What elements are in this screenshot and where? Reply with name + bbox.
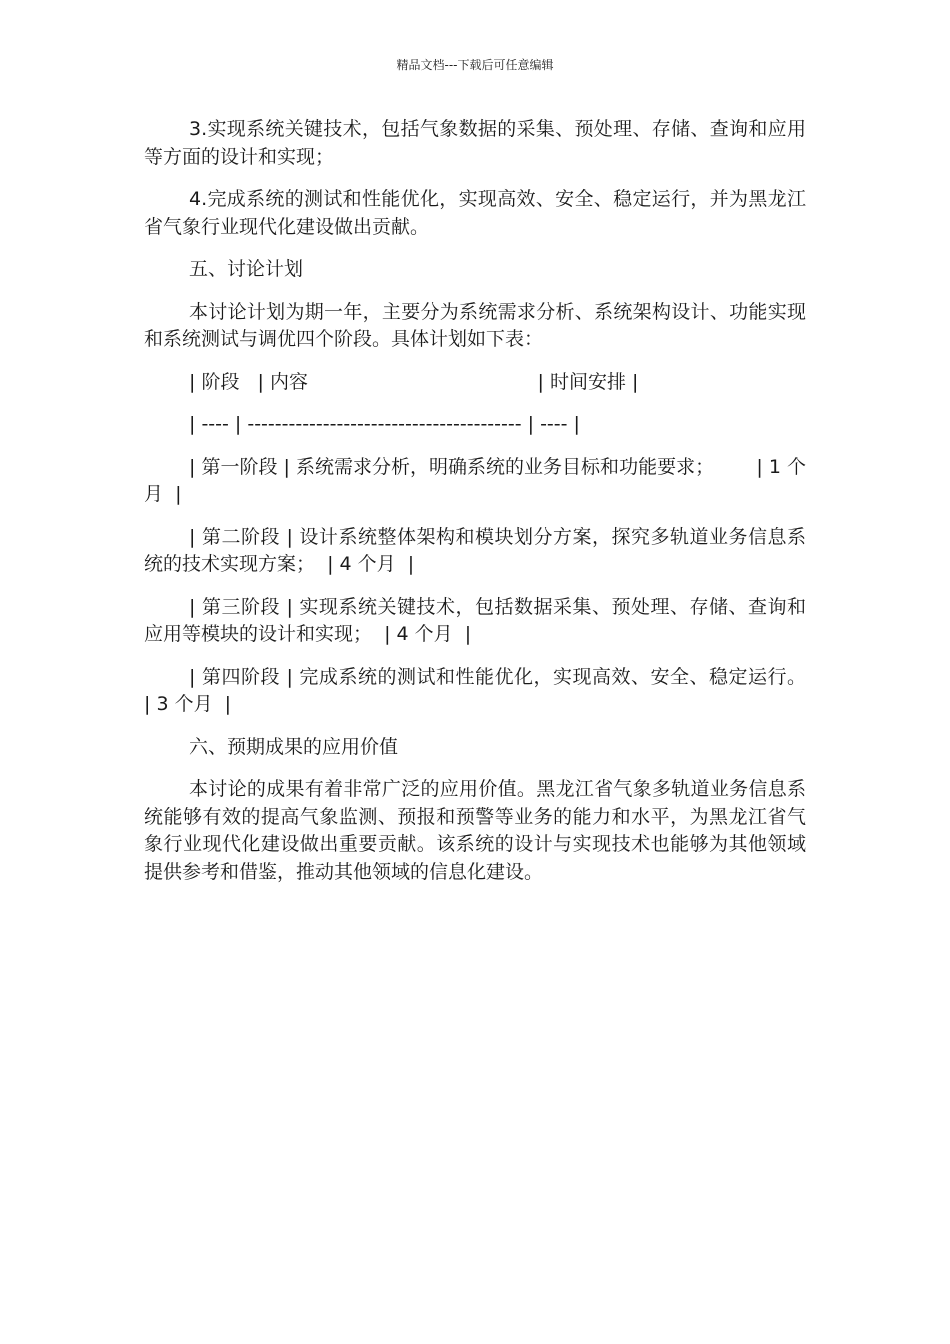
table-row-phase-1: | 第一阶段 | 系统需求分析，明确系统的业务目标和功能要求； | 1 个月 | [144, 455, 806, 505]
table-row-phase-2: | 第二阶段 | 设计系统整体架构和模块划分方案，探究多轨道业务信息系统的技术实现方案； | 4 个月 | [144, 525, 806, 575]
table-row-phase-4: | 第四阶段 | 完成系统的测试和性能优化，实现高效、安全、稳定运行。 | 3 个月 | [144, 665, 819, 715]
document-body [144, 116, 819, 901]
table-row-phase-3: | 第三阶段 | 实现系统关键技术，包括数据采集、预处理、存储、查询和应用等模块的设计和实现； | 4 个月 | [144, 595, 806, 645]
table-header-row: | 阶段 | 内容 | 时间安排 | [189, 370, 639, 393]
paragraph-goal-4: 4.完成系统的测试和性能优化，实现高效、安全、稳定运行，并为黑龙江省气象行业现代化建设做出贡献。 [144, 188, 806, 238]
section-heading-plan: 五、讨论计划 [189, 258, 304, 280]
paragraph-plan-intro: 本讨论计划为期一年，主要分为系统需求分析、系统架构设计、功能实现和系统测试与调优四个阶段。具体计划如下表： [144, 300, 806, 350]
section-heading-value: 六、预期成果的应用价值 [189, 735, 399, 758]
paragraph-goal-3: 3.实现系统关键技术，包括气象数据的采集、预处理、存储、查询和应用等方面的设计和实现； [144, 118, 806, 168]
page-header: 精品文档---下载后可任意编辑 [396, 58, 554, 72]
paragraph-value: 本讨论的成果有着非常广泛的应用价值。黑龙江省气象多轨道业务信息系统能够有效的提高气象监测、预报和预警等业务的能力和水平，为黑龙江省气象行业现代化建设做出重要贡献。该系统的设计与实现技术也能够为其他领域提供参考和借鉴，推动其他领域的信息化建设。 [144, 778, 806, 883]
table-separator-row: | ---- | ---------------------------------------- | ---- | [189, 413, 580, 435]
